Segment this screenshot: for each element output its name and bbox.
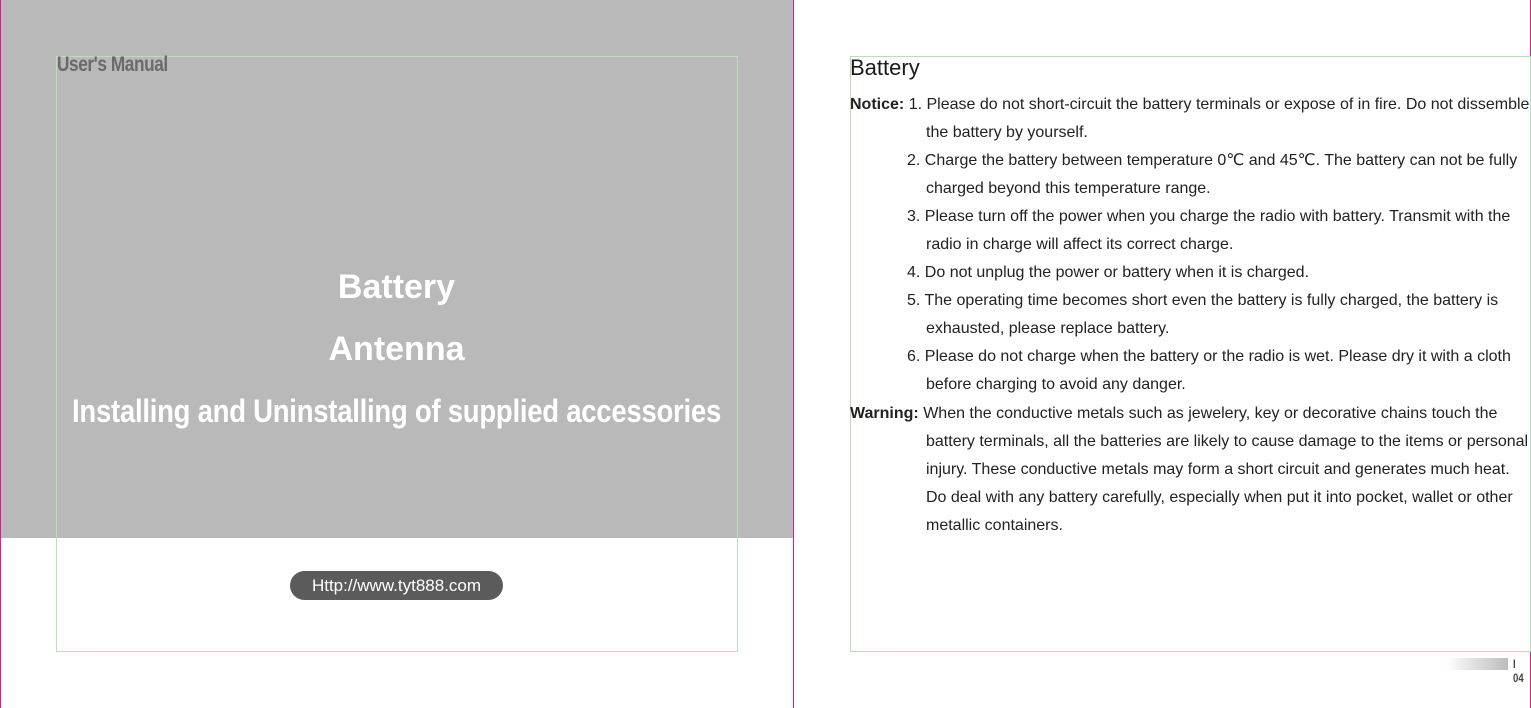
page-number: I 04 xyxy=(1513,657,1524,685)
notice-text: Please do not charge when the battery or the radio is wet. Please dry it with a cloth xyxy=(924,348,1511,365)
notice-number: 4. xyxy=(907,264,921,281)
warning-label: Warning: xyxy=(850,405,919,422)
page-number-value: 04 xyxy=(1513,671,1524,685)
notice-line xyxy=(907,343,1511,371)
title-installing: Installing and Uninstalling of supplied accessories xyxy=(71,393,721,429)
notice-text: The operating time becomes short even the battery is fully charged, the battery is xyxy=(924,292,1499,309)
notice-label: Notice: xyxy=(850,96,905,113)
notice-continuation: before charging to avoid any danger. xyxy=(926,376,1186,393)
manual-header-label: User's Manual xyxy=(57,53,168,76)
notice-number: 2. xyxy=(907,152,921,169)
notice-line xyxy=(907,287,1498,315)
title-antenna: Antenna xyxy=(328,330,465,368)
notice-continuation: the battery by yourself. xyxy=(926,124,1088,141)
section-title: Battery xyxy=(850,55,920,80)
notice-text: Please do not short-circuit the battery terminals or expose of in fire. Do not dissemble xyxy=(926,96,1530,113)
website-link[interactable]: Http://www.tyt888.com xyxy=(290,571,503,600)
notice-continuation: radio in charge will affect its correct charge. xyxy=(926,236,1234,253)
warning-continuation: injury. These conductive metals may form a short circuit and generates much heat. xyxy=(926,461,1510,478)
warning-continuation: Do deal with any battery carefully, especially when put it into pocket, wallet or other xyxy=(926,489,1513,506)
notice-number: 5. xyxy=(907,292,921,309)
page-spine xyxy=(793,0,794,708)
notice-continuation: charged beyond this temperature range. xyxy=(926,180,1211,197)
notice-text: Charge the battery between temperature 0℃ and 45℃. The battery can not be fully xyxy=(924,152,1518,169)
warning-text: When the conductive metals such as jewelery, key or decorative chains touch the xyxy=(923,405,1498,422)
notice-continuation: exhausted, please replace battery. xyxy=(926,320,1170,337)
notice-number: 3. xyxy=(907,208,921,225)
warning-continuation: battery terminals, all the batteries are likely to cause damage to the items or personal xyxy=(926,433,1529,450)
notice-number: 6. xyxy=(907,348,921,365)
notice-line xyxy=(907,259,1309,287)
notice-line xyxy=(850,91,1529,119)
notice-line xyxy=(907,147,1517,175)
notice-line xyxy=(907,203,1510,231)
warning-line xyxy=(850,400,1497,428)
title-battery: Battery xyxy=(337,268,456,306)
notice-text: Please turn off the power when you charge the radio with battery. Transmit with the xyxy=(924,208,1511,225)
warning-continuation: metallic containers. xyxy=(926,517,1063,534)
notice-number: 1. xyxy=(908,96,923,113)
footer-gradient-bar xyxy=(1446,658,1508,670)
notice-text: Do not unplug the power or battery when it is charged. xyxy=(924,264,1310,281)
